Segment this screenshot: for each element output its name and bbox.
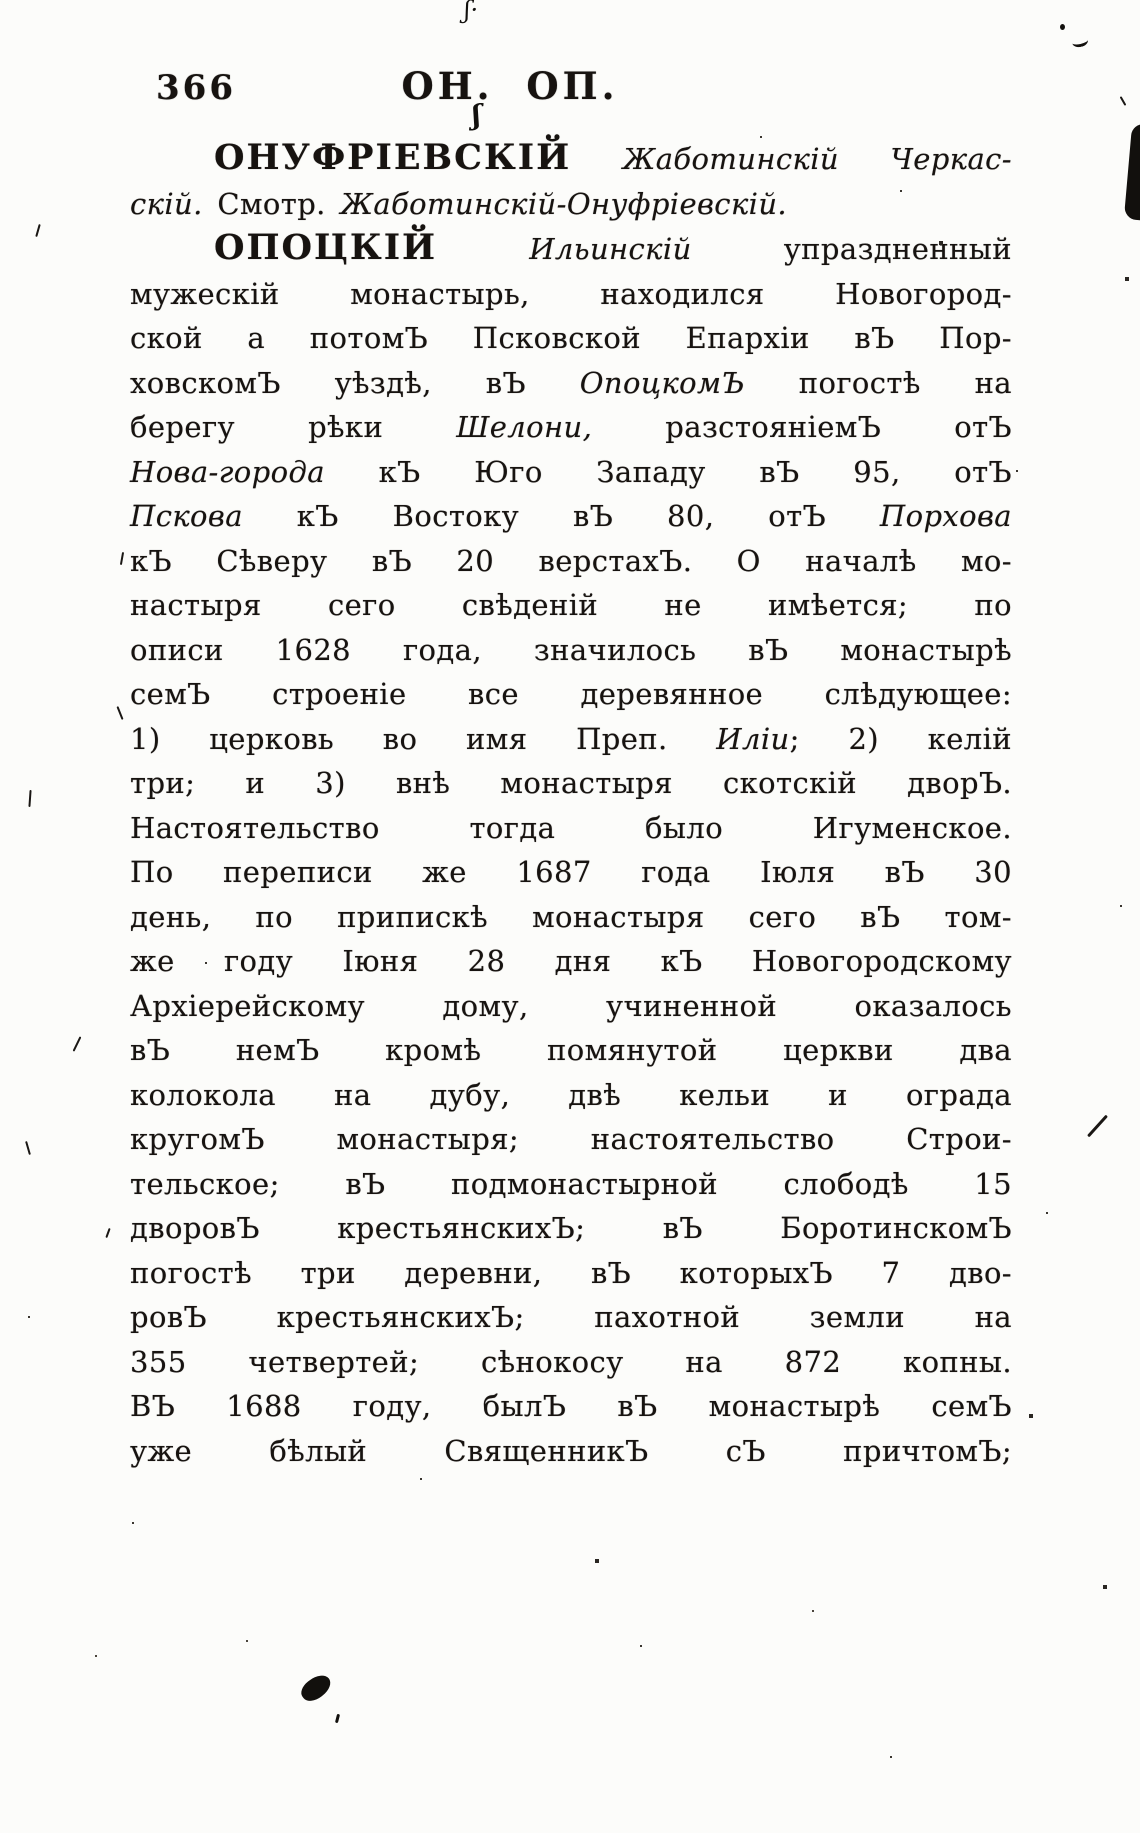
text-line xyxy=(130,1028,1012,1073)
text-line xyxy=(130,272,1012,317)
dust-specks xyxy=(0,0,2,2)
text-line xyxy=(130,494,1012,539)
text-segment: колокола на дубу, двѣ кельи и ограда xyxy=(130,1077,1012,1112)
text-segment: вЪ немЪ кромѣ помянутой церкви два xyxy=(130,1033,1012,1067)
text-line xyxy=(130,1117,1012,1162)
text-segment: Архіерейскому дому, учиненной оказалось xyxy=(130,988,1012,1023)
text-segment: По переписи же 1687 года Іюля вЪ 30 xyxy=(130,855,1012,889)
text-segment: Жаботинскій Черкас- xyxy=(571,142,1012,176)
text-segment: Смотр. xyxy=(202,186,341,221)
text-line xyxy=(130,1384,1012,1429)
text-line xyxy=(130,539,1012,584)
text-segment: ОпоцкомЪ xyxy=(579,365,745,400)
text-line xyxy=(130,1162,1012,1207)
text-segment: Настоятельство тогда было Игуменское. xyxy=(130,810,1012,845)
ink-arc xyxy=(1071,34,1089,48)
text-segment: ровЪ крестьянскихЪ; пахотной земли на xyxy=(130,1300,1012,1334)
ink-blot xyxy=(297,1670,335,1705)
text-segment: день, по припискѣ монастыря сего вЪ том- xyxy=(130,899,1012,934)
text-segment: кЪ Юго Западу вЪ 95, отЪ xyxy=(324,454,1012,489)
ink-mark-top: ʃ· xyxy=(464,0,479,24)
text-line xyxy=(130,226,1012,272)
page-number: 366 xyxy=(156,68,236,108)
margin-mark xyxy=(1087,1115,1108,1138)
text-line xyxy=(130,717,1012,762)
text-line xyxy=(130,136,1012,182)
text-segment: 355 четвертей; сѣнокосу на 872 копны. xyxy=(130,1344,1012,1379)
ink-speck xyxy=(335,1714,340,1723)
text-line xyxy=(130,1295,1012,1340)
text-line xyxy=(130,583,1012,628)
text-segment: уже бѣлый СвященникЪ сЪ причтомЪ; xyxy=(130,1433,1012,1468)
text-segment: семЪ строеніе все деревянное слѣдующее: xyxy=(130,677,1012,711)
entry-title: ОПОЦКІЙ xyxy=(214,227,438,268)
text-segment: три; и 3) внѣ монастыря скотскій дворЪ. xyxy=(130,766,1012,800)
text-segment: скій. xyxy=(130,186,203,221)
text-line xyxy=(130,361,1012,406)
text-line xyxy=(130,806,1012,851)
text-line xyxy=(130,405,1012,450)
text-line xyxy=(130,1429,1012,1474)
margin-mark xyxy=(28,790,31,807)
text-segment: ВЪ 1688 году, былЪ вЪ монастырѣ семЪ xyxy=(130,1389,1012,1423)
margin-mark xyxy=(1120,96,1127,106)
margin-mark xyxy=(120,552,124,565)
text-segment: дворовЪ крестьянскихЪ; вЪ БоротинскомЪ xyxy=(130,1211,1012,1245)
text-segment: тельское; вЪ подмонастырной слободѣ 15 xyxy=(130,1166,1012,1201)
text-line xyxy=(130,1206,1012,1251)
page-edge-shadow xyxy=(1124,123,1140,221)
text-segment: мужескій монастырь, находился Новогород- xyxy=(130,276,1012,311)
text-line xyxy=(130,1073,1012,1118)
text-segment: Ильинскій xyxy=(437,232,784,266)
text-line xyxy=(130,672,1012,717)
text-segment: ховскомЪ уѣздѣ, вЪ xyxy=(130,365,580,400)
margin-mark xyxy=(73,1036,82,1051)
text-segment: ской а потомЪ Псковской Епархіи вЪ Пор- xyxy=(130,321,1012,355)
ink-dot xyxy=(1060,24,1065,30)
margin-mark xyxy=(35,224,41,237)
text-line xyxy=(130,984,1012,1029)
text-segment: описи 1628 года, значилось вЪ монастырѣ xyxy=(130,632,1012,667)
text-segment: кЪ Сѣверу вЪ 20 верстахЪ. О началѣ мо- xyxy=(130,543,1012,578)
text-line xyxy=(130,628,1012,673)
text-segment: Жаботинскій-Онуфріевскій. xyxy=(340,186,788,221)
ink-squiggle: ʃ xyxy=(470,99,483,132)
text-segment: разстояніемЪ отЪ xyxy=(592,410,1012,444)
text-segment: Нова-города xyxy=(130,454,325,489)
text-line xyxy=(130,761,1012,806)
text-line xyxy=(130,939,1012,984)
text-segment: 1) церковь во имя Преп. xyxy=(130,721,717,756)
running-head: ОН. ОП. xyxy=(401,64,619,108)
text-line xyxy=(130,895,1012,940)
text-segment: погостѣ три деревни, вЪ которыхЪ 7 дво- xyxy=(130,1255,1012,1290)
text-line xyxy=(130,850,1012,895)
text-line xyxy=(130,182,1012,227)
text-segment: Порхова xyxy=(879,499,1012,533)
text-segment: Шелони, xyxy=(456,410,593,444)
text-segment: берегу рѣки xyxy=(130,410,457,444)
text-block xyxy=(130,136,1012,1473)
text-segment: же году Іюня 28 дня кЪ Новогородскому xyxy=(130,944,1012,978)
text-line xyxy=(130,1251,1012,1296)
margin-mark xyxy=(116,706,123,720)
margin-mark xyxy=(105,1228,110,1238)
entry-title: ОНУФРІЕВСКІЙ xyxy=(214,137,572,178)
text-segment: кругомЪ монастыря; настоятельство Строи- xyxy=(130,1122,1012,1156)
text-segment: погостѣ на xyxy=(744,365,1013,400)
text-line xyxy=(130,1340,1012,1385)
text-segment: Иліи xyxy=(716,721,790,756)
text-segment: упраздненный xyxy=(783,232,1012,266)
text-segment: Пскова xyxy=(130,499,243,533)
text-segment: ; 2) келій xyxy=(789,721,1012,756)
text-segment: настыря сего свѣденій не имѣется; по xyxy=(130,588,1012,622)
text-segment: кЪ Востоку вЪ 80, отЪ xyxy=(242,499,880,533)
margin-mark xyxy=(25,1141,31,1155)
text-line xyxy=(130,450,1012,495)
text-line xyxy=(130,316,1012,361)
